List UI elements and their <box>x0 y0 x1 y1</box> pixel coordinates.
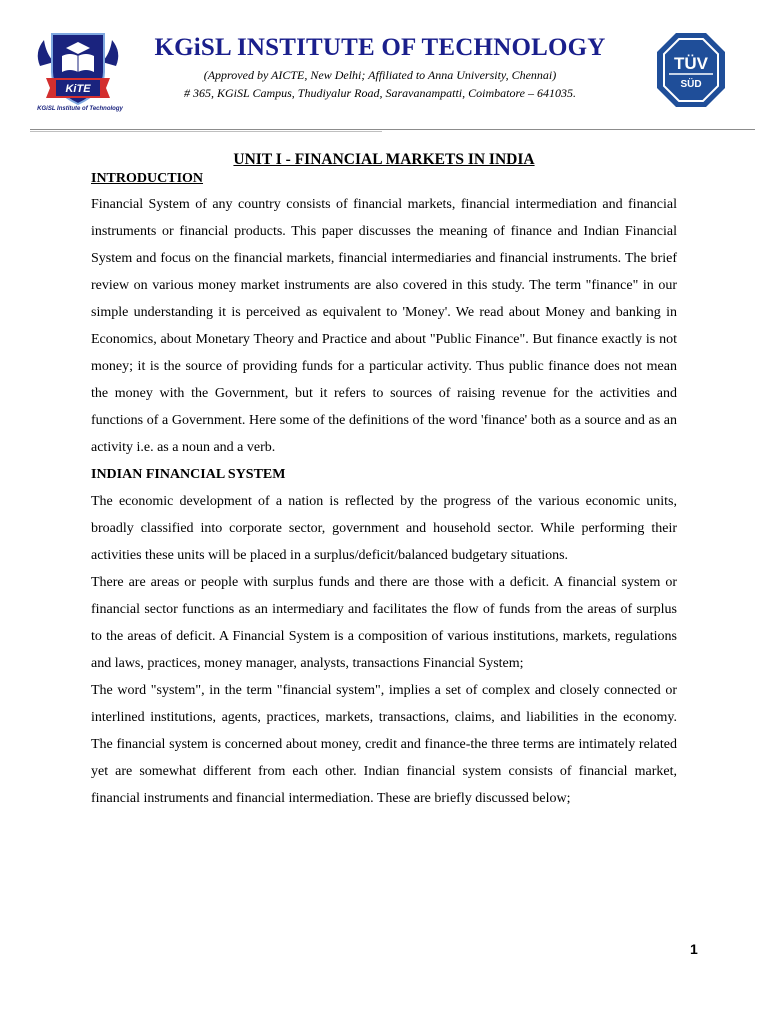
institute-address: # 365, KGiSL Campus, Thudiyalur Road, Saravanampatti, Coimbatore – 641035. <box>183 86 577 100</box>
institute-approval: (Approved by AICTE, New Delhi; Affiliated to Anna University, Chennai) <box>203 68 557 82</box>
paragraph: The word "system", in the term "financial system", implies a set of complex and closely connected or interlined institutions, agents, practices, markets, transactions, claims, and liabilities in the economy. The financial system is concerned about money, credit and finance-the three terms are intimately related yet are somewhat different from each other. Indian financial system consists of financial market, financial instruments and financial intermediation. These are briefly discussed below; <box>91 683 677 806</box>
section-heading-introduction: INTRODUCTION <box>91 171 204 186</box>
paragraph: There are areas or people with surplus funds and there are those with a deficit. A financial system or financial sector functions as an intermediary and facilitates the flow of funds from the areas of surplus to the areas of deficit. A Financial System is a composition of various institutions, markets, regulations and laws, practices, money manager, analysts, transactions Financial System; <box>91 575 677 671</box>
paragraph: The economic development of a nation is reflected by the progress of the various economic units, broadly classified into corporate sector, government and household sector. While performing their activities these units will be placed in a surplus/deficit/balanced budgetary situations. <box>91 494 677 563</box>
letterhead <box>0 0 768 132</box>
kite-crest-logo-icon <box>30 26 126 118</box>
unit-title: UNIT I - FINANCIAL MARKETS IN INDIA <box>233 151 535 168</box>
svg-text:SÜD: SÜD <box>680 79 702 90</box>
page-number: 1 <box>690 941 698 957</box>
institute-title: KGiSL INSTITUTE OF TECHNOLOGY <box>154 34 606 61</box>
header-divider-secondary <box>30 131 382 132</box>
paragraph: Financial System of any country consists of financial markets, financial intermediation and financial instruments or financial products. This paper discusses the meaning of finance and Indian Financial System and focus on the financial markets, financial intermediaries and financial instruments. The brief review on various money market instruments are also covered in this study. The term "finance" in our simple understanding it is perceived as equivalent to 'Money'. We read about Money and banking in Economics, about Monetary Theory and Practice and about "Public Finance". But finance exactly is not money; it is the source of providing funds for a particular activity. Thus public finance does not mean the money with the Government, but it refers to sources of raising revenue for the activities and functions of a Government. Here some of the definitions of the word 'finance' both as a source and as an activity i.e. as a noun and a verb. <box>91 197 677 455</box>
document-body <box>91 150 677 812</box>
logo-left-caption: KGiSL Institute of Technology <box>37 106 123 112</box>
svg-text:TÜV: TÜV <box>674 54 708 73</box>
section-heading-indian-financial-system: INDIAN FINANCIAL SYSTEM <box>91 467 286 482</box>
svg-text:KiTE: KiTE <box>65 83 91 95</box>
header-divider <box>30 129 755 130</box>
tuv-sud-octagon-logo-icon <box>655 31 727 109</box>
